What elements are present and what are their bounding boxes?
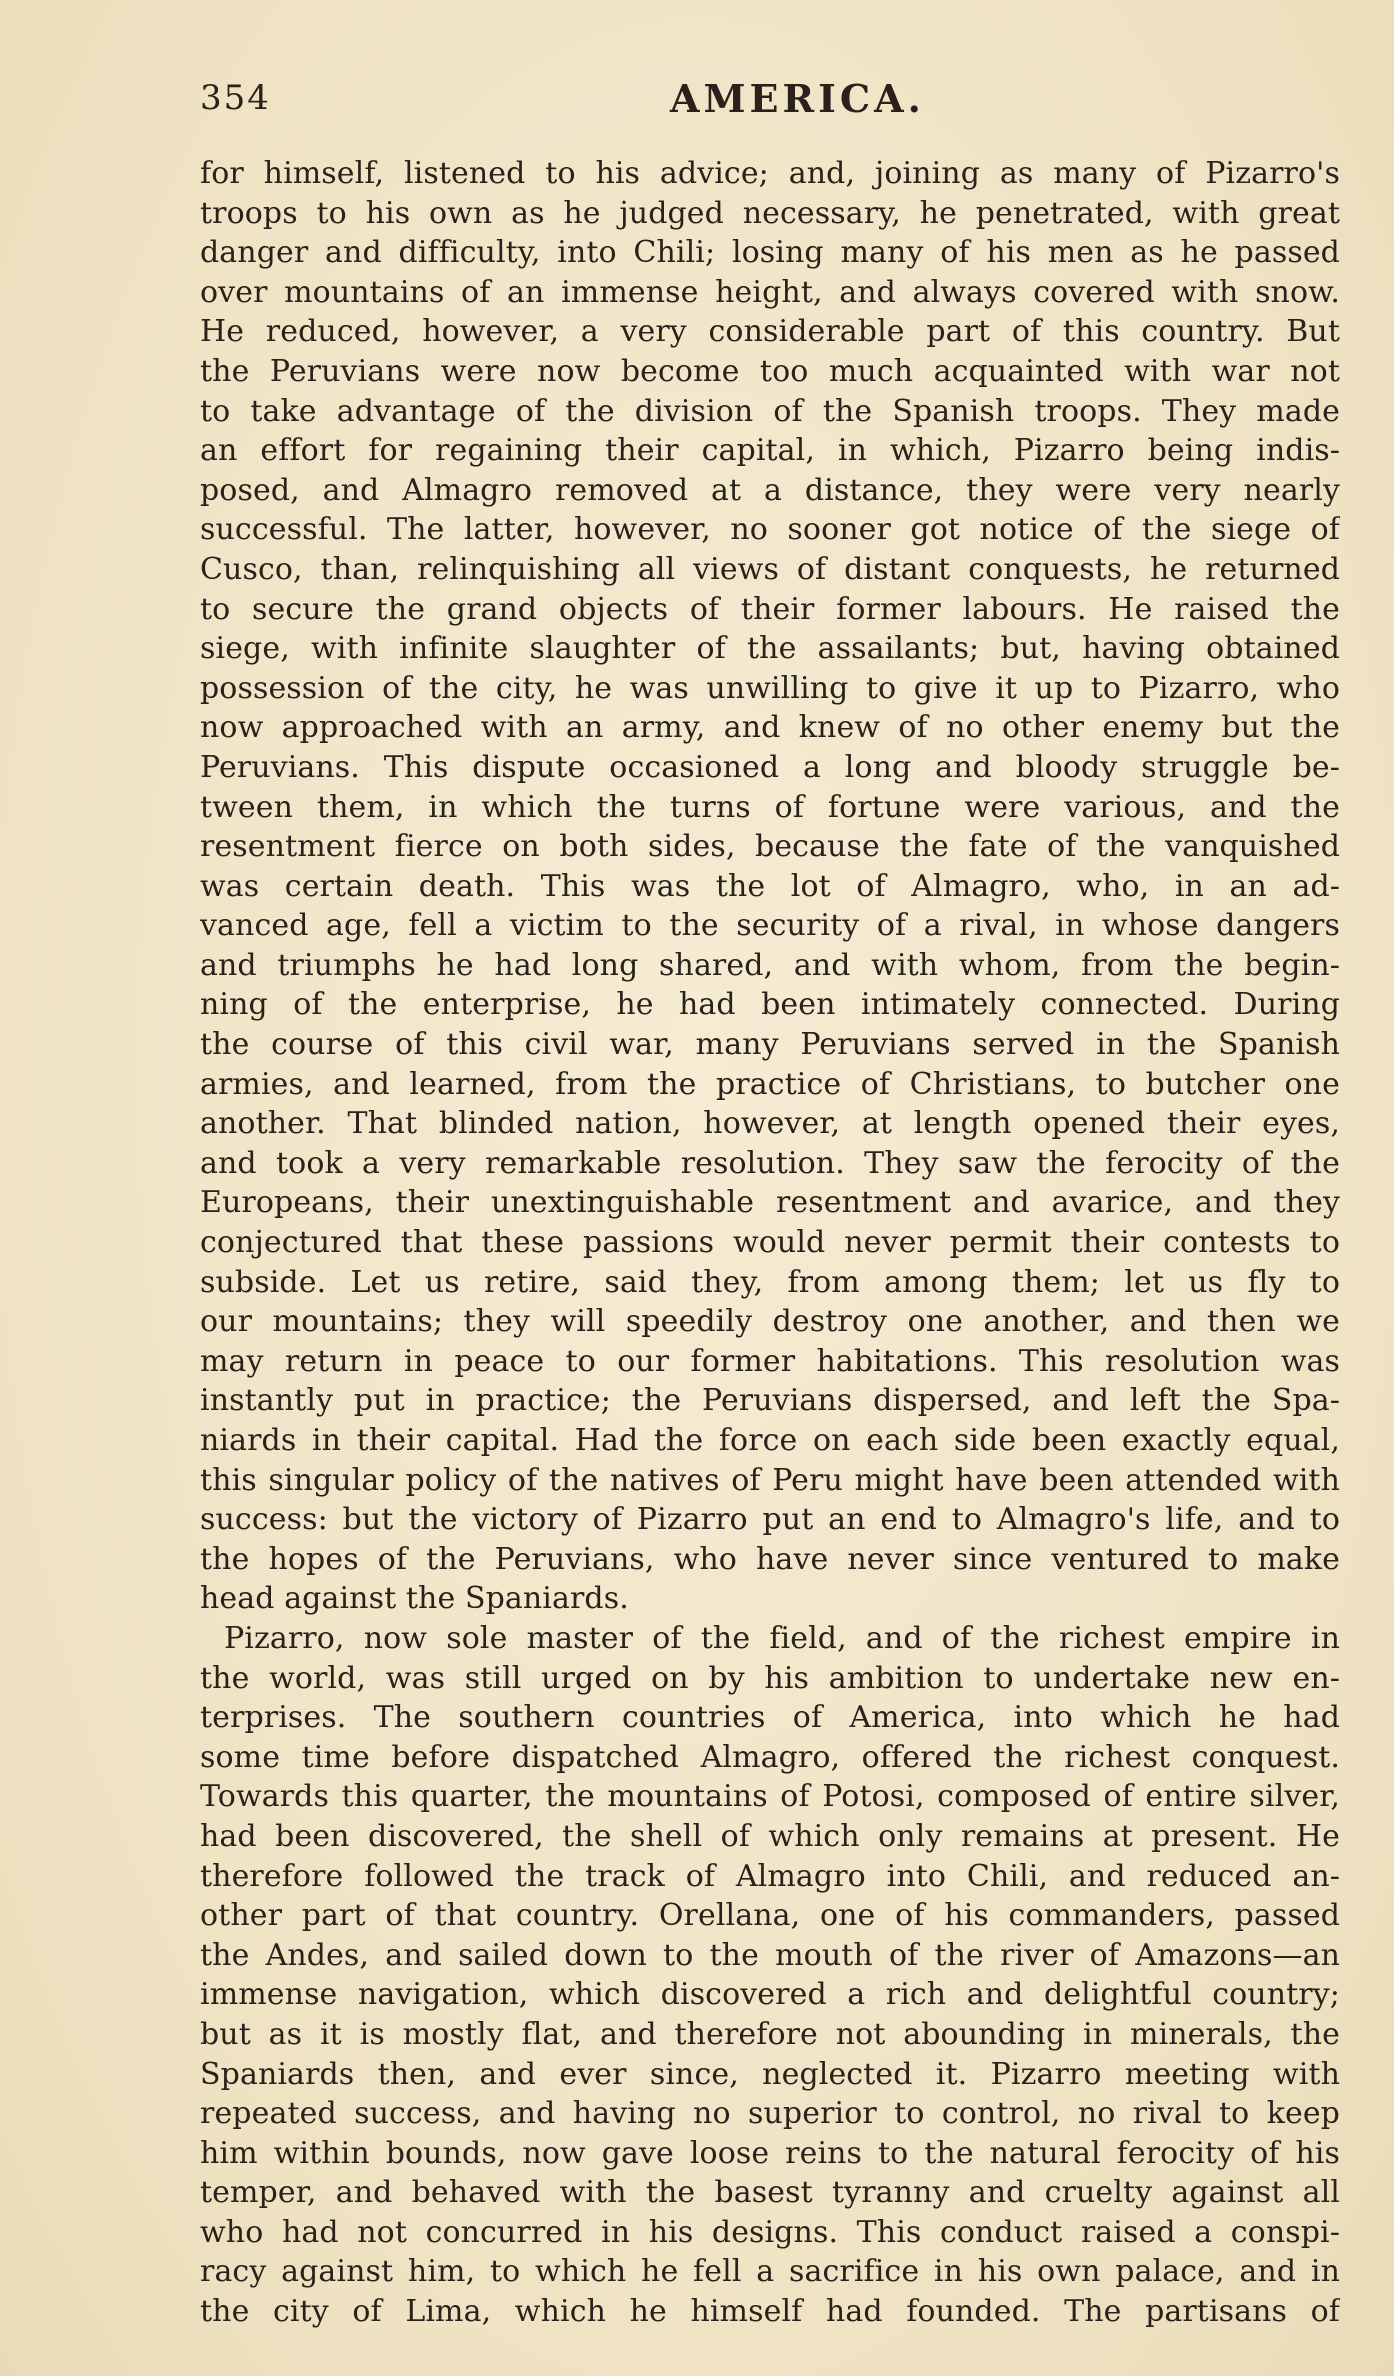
body-text — [200, 154, 1340, 2332]
text-line: ning of the enterprise, he had been intimately connected. During — [200, 987, 1340, 1023]
text-line: siege, with infinite slaughter of the assailants; but, having obtained — [200, 631, 1340, 667]
text-line: some time before dispatched Almagro, offered the richest conquest. — [200, 1739, 1340, 1775]
page-number: 354 — [200, 78, 271, 118]
text-line: troops to his own as he judged necessary, he penetrated, with great — [200, 195, 1340, 231]
text-line: the city of Lima, which he himself had founded. The partisans of — [200, 2294, 1340, 2330]
text-line: who had not concurred in his designs. This conduct raised a conspi- — [200, 2214, 1340, 2250]
text-line: racy against him, to which he fell a sacrifice in his own palace, and in — [200, 2254, 1340, 2290]
text-line: other part of that country. Orellana, one of his commanders, passed — [200, 1898, 1340, 1934]
text-line: He reduced, however, a very considerable part of this country. But — [200, 314, 1340, 350]
text-line: for himself, listened to his advice; and, joining as many of Pizarro's — [200, 156, 1340, 191]
text-line: resentment fierce on both sides, because the fate of the vanquished — [200, 829, 1340, 865]
text-line: the Andes, and sailed down to the mouth of the river of Amazons—an — [200, 1937, 1340, 1973]
text-line: and triumphs he had long shared, and with whom, from the begin- — [200, 947, 1340, 983]
text-line: now approached with an army, and knew of no other enemy but the — [200, 710, 1340, 746]
text-line: our mountains; they will speedily destroy one another, and then we — [200, 1304, 1340, 1340]
text-line: vanced age, fell a victim to the security of a rival, in whose dangers — [200, 908, 1340, 944]
text-line: therefore followed the track of Almagro into Chili, and reduced an- — [200, 1858, 1340, 1894]
text-line: success: but the victory of Pizarro put an end to Almagro's life, and to — [200, 1502, 1340, 1538]
text-line: Europeans, their unextinguishable resentment and avarice, and they — [200, 1185, 1340, 1221]
text-line: the world, was still urged on by his ambition to undertake new en- — [200, 1660, 1340, 1696]
text-line: subside. Let us retire, said they, from among them; let us fly to — [200, 1264, 1340, 1300]
text-line: the course of this civil war, many Peruvians served in the Spanish — [200, 1027, 1340, 1063]
text-line: armies, and learned, from the practice of Christians, to butcher one — [200, 1066, 1340, 1102]
text-line: to secure the grand objects of their former labours. He raised the — [200, 591, 1340, 627]
text-line: this singular policy of the natives of Peru might have been attended with — [200, 1462, 1340, 1498]
text-line: instantly put in practice; the Peruvians dispersed, and left the Spa- — [200, 1383, 1340, 1419]
text-line: possession of the city, he was unwilling to give it up to Pizarro, who — [200, 670, 1340, 706]
text-line: successful. The latter, however, no sooner got notice of the siege of — [200, 512, 1340, 548]
text-line: Towards this quarter, the mountains of Potosi, composed of entire silver, — [200, 1779, 1340, 1815]
text-line: posed, and Almagro removed at a distance, they were very nearly — [200, 472, 1340, 508]
text-line: but as it is mostly flat, and therefore not abounding in minerals, the — [200, 2016, 1340, 2052]
text-line: may return in peace to our former habitations. This resolution was — [200, 1343, 1340, 1379]
text-line: Cusco, than, relinquishing all views of distant conquests, he returned — [200, 551, 1340, 587]
text-line: an effort for regaining their capital, in which, Pizarro being indis- — [200, 433, 1340, 469]
text-line: Peruvians. This dispute occasioned a long and bloody struggle be- — [200, 749, 1340, 785]
text-line: conjectured that these passions would never permit their contests to — [200, 1225, 1340, 1261]
text-line: to take advantage of the division of the Spanish troops. They made — [200, 393, 1340, 429]
text-line: Spaniards then, and ever since, neglected it. Pizarro meeting with — [200, 2056, 1340, 2092]
text-line: immense navigation, which discovered a rich and delightful country; — [200, 1977, 1340, 2013]
text-line: was certain death. This was the lot of Almagro, who, in an ad- — [200, 868, 1340, 904]
text-line: danger and difficulty, into Chili; losing many of his men as he passed — [200, 235, 1340, 271]
paragraph-start-line: Pizarro, now sole master of the field, and of the richest empire in — [224, 1620, 1340, 1656]
text-line: repeated success, and having no superior to control, no rival to keep — [200, 2096, 1340, 2132]
running-head: AMERICA. — [670, 76, 925, 121]
paragraph-end-line: head against the Spaniards. — [200, 1581, 629, 1617]
text-line: temper, and behaved with the basest tyranny and cruelty against all — [200, 2175, 1340, 2211]
text-line: tween them, in which the turns of fortune were various, and the — [200, 789, 1340, 825]
text-line: and took a very remarkable resolution. They saw the ferocity of the — [200, 1145, 1340, 1181]
text-line: niards in their capital. Had the force on each side been exactly equal, — [200, 1423, 1340, 1458]
text-line: another. That blinded nation, however, at length opened their eyes, — [200, 1106, 1340, 1142]
text-line: him within bounds, now gave loose reins to the natural ferocity of his — [200, 2135, 1340, 2171]
text-line: over mountains of an immense height, and always covered with snow. — [200, 274, 1340, 310]
text-line: terprises. The southern countries of America, into which he had — [200, 1700, 1340, 1736]
page-header — [200, 70, 1334, 130]
text-line: had been discovered, the shell of which only remains at present. He — [200, 1818, 1340, 1854]
text-line: the hopes of the Peruvians, who have never since ventured to make — [200, 1541, 1340, 1577]
text-line: the Peruvians were now become too much acquainted with war not — [200, 353, 1340, 389]
